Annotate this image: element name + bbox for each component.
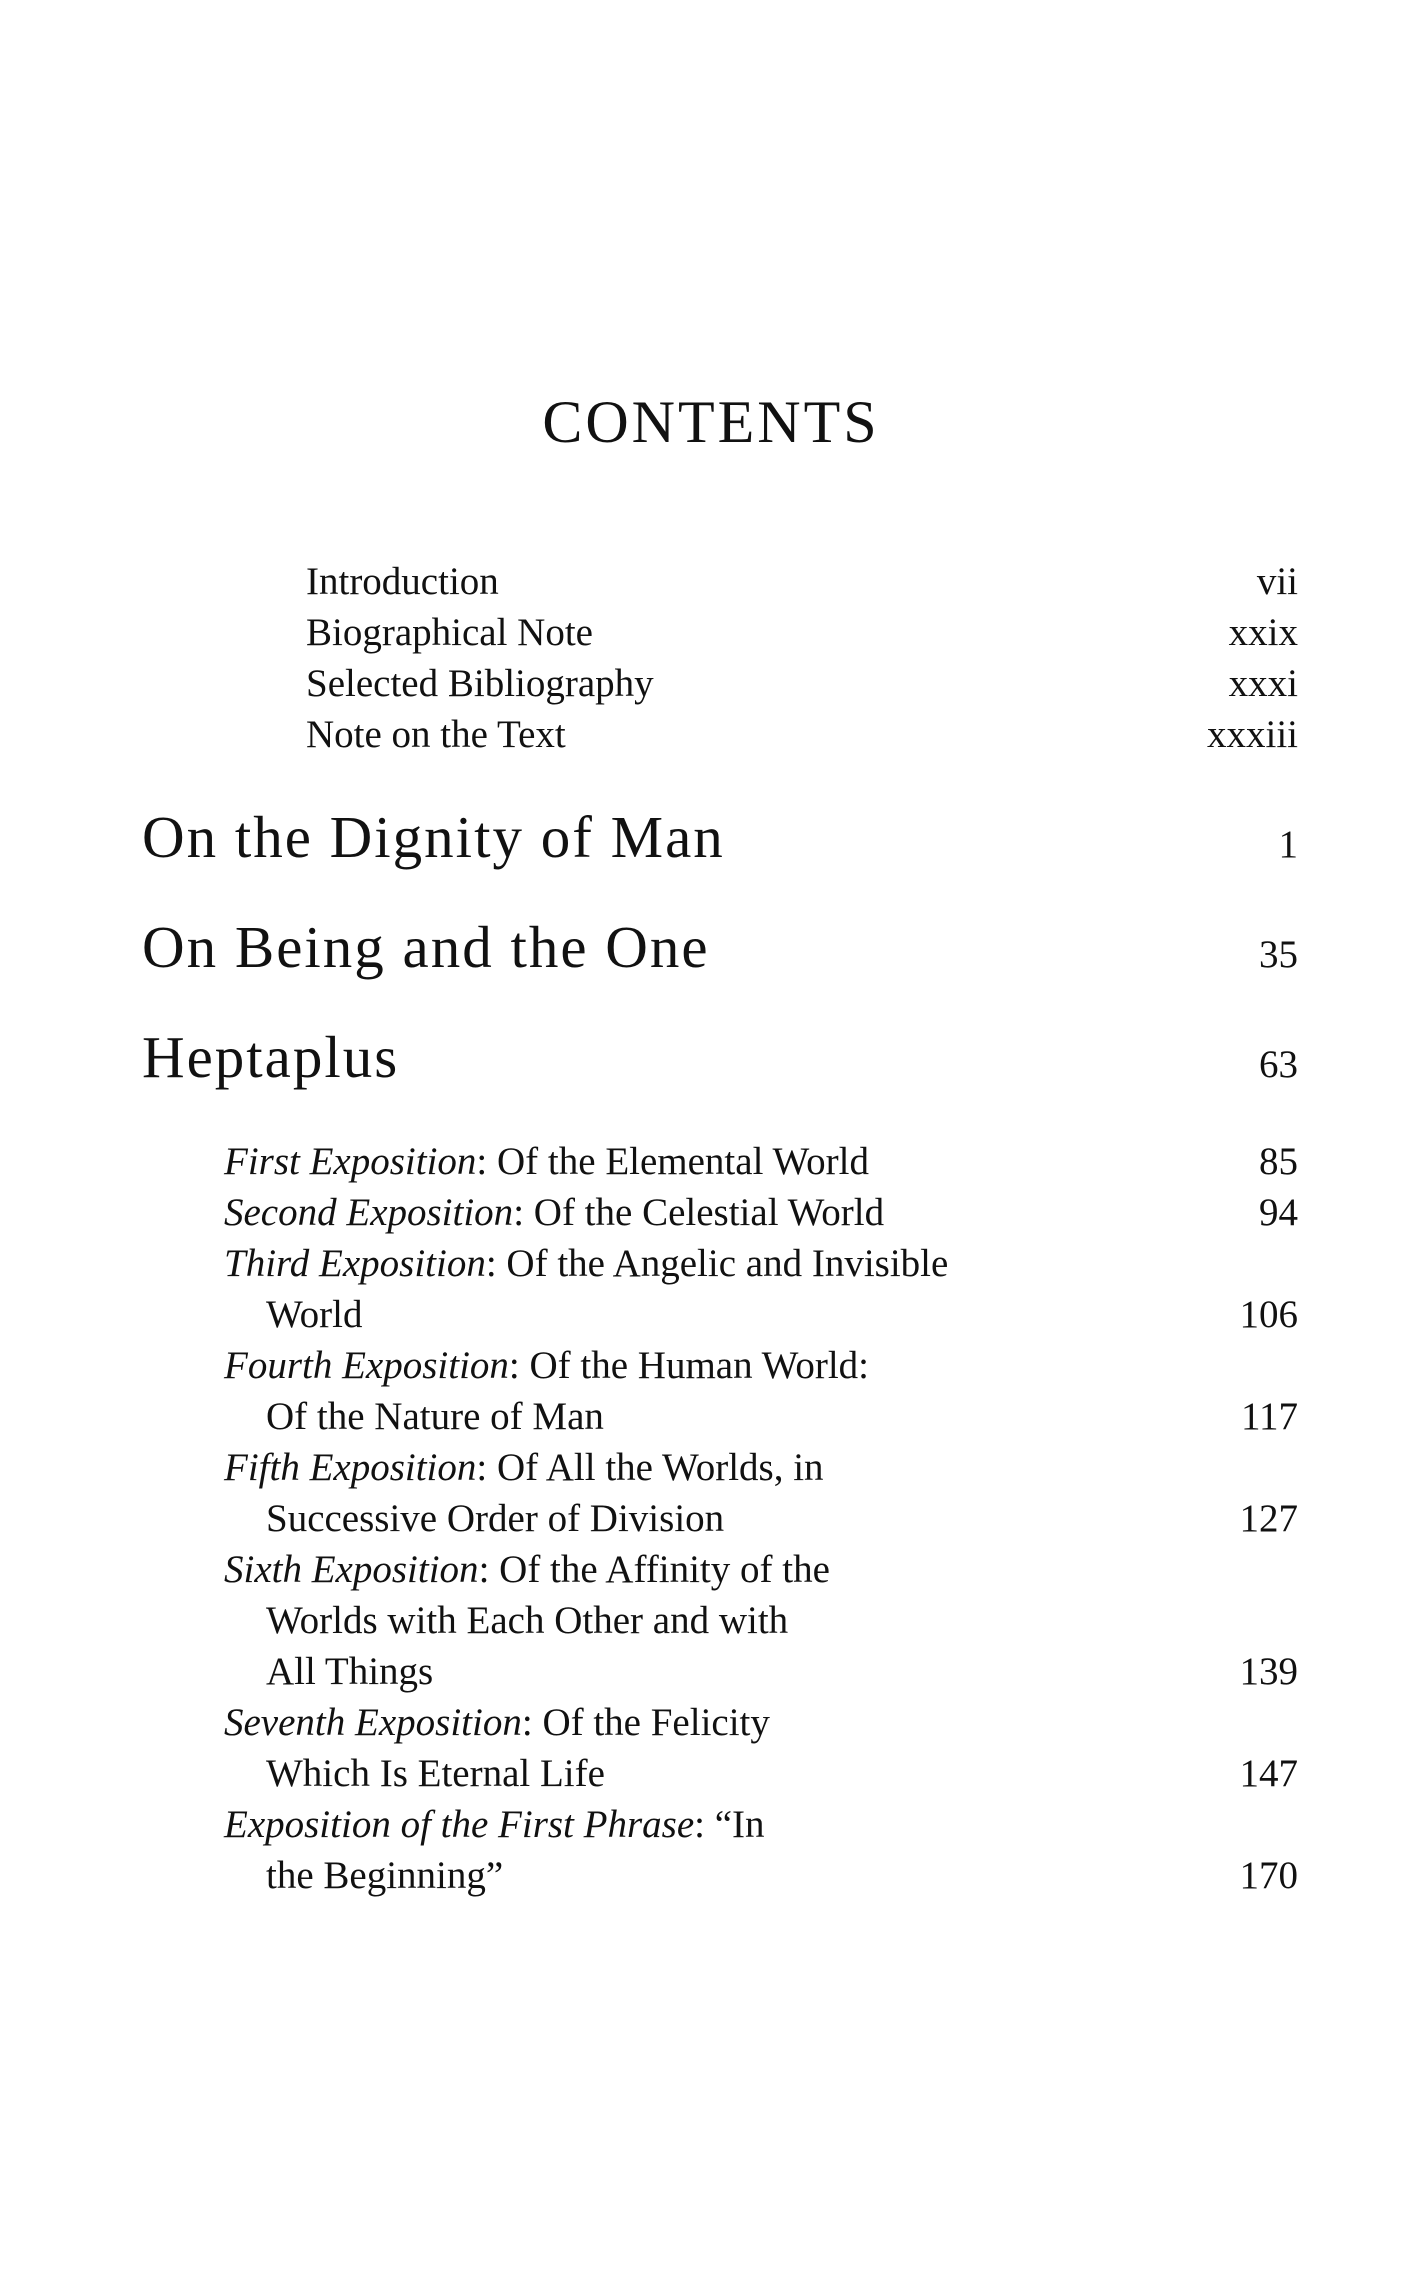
toc-entry-note-on-text[interactable] (306, 709, 1298, 760)
entry-page: vii (1256, 560, 1298, 603)
toc-entry-selected-bibliography[interactable] (306, 658, 1298, 709)
separator: : (508, 1344, 530, 1387)
toc-work-dignity-of-man[interactable] (142, 804, 1298, 870)
exposition-subtitle-cont: World (266, 1293, 363, 1336)
work-page: 1 (1278, 823, 1298, 866)
exposition-name: Exposition of the First Phrase (224, 1803, 695, 1846)
entry-page: 127 (1239, 1497, 1298, 1540)
toc-entry-first-exposition[interactable] (224, 1136, 1298, 1187)
toc-entry-sixth-exposition[interactable] (224, 1544, 1298, 1697)
toc-entry-fifth-exposition[interactable] (224, 1442, 1298, 1544)
exposition-subtitle: Of the Celestial World (533, 1191, 885, 1234)
entry-page: 170 (1239, 1854, 1298, 1897)
exposition-name: Fifth Exposition (224, 1446, 477, 1489)
entry-page: 139 (1239, 1650, 1298, 1693)
work-title: Heptaplus (142, 1024, 400, 1090)
separator: : (694, 1803, 715, 1846)
exposition-subtitle-cont: Successive Order of Division (266, 1497, 725, 1540)
exposition-name: Second Exposition (224, 1191, 514, 1234)
front-matter-list (306, 556, 1298, 760)
entry-page: 106 (1239, 1293, 1298, 1336)
exposition-subtitle: Of All the Worlds, in (497, 1446, 824, 1489)
entry-page: xxix (1228, 611, 1298, 654)
separator: : (476, 1446, 497, 1489)
page-title: CONTENTS (542, 389, 880, 455)
toc-work-heptaplus[interactable] (142, 1024, 1298, 1090)
exposition-subtitle-cont: the Beginning” (266, 1854, 504, 1897)
entry-page: 117 (1240, 1395, 1298, 1438)
toc-entry-introduction[interactable] (306, 556, 1298, 607)
toc-entry-biographical-note[interactable] (306, 607, 1298, 658)
work-title: On the Dignity of Man (142, 804, 725, 870)
entry-page: xxxiii (1206, 713, 1298, 756)
exposition-subtitle-cont: All Things (266, 1650, 434, 1693)
exposition-name: Fourth Exposition (224, 1344, 509, 1387)
exposition-name: First Exposition (224, 1140, 477, 1183)
entry-label: Note on the Text (306, 713, 566, 756)
toc-entry-seventh-exposition[interactable] (224, 1697, 1298, 1799)
toc-entry-third-exposition[interactable] (224, 1238, 1298, 1340)
separator: : (476, 1140, 498, 1183)
entry-page: xxxi (1228, 662, 1298, 705)
entry-label: Biographical Note (306, 611, 593, 654)
work-page: 63 (1259, 1043, 1298, 1086)
exposition-name: Third Exposition (224, 1242, 486, 1285)
work-title: On Being and the One (142, 914, 710, 980)
exposition-subtitle: Of the Elemental World (497, 1140, 869, 1183)
exposition-name: Seventh Exposition (224, 1701, 522, 1744)
entry-label: Selected Bibliography (306, 662, 654, 705)
toc-entry-second-exposition[interactable] (224, 1187, 1298, 1238)
separator: : (485, 1242, 507, 1285)
toc-entry-fourth-exposition[interactable] (224, 1340, 1298, 1442)
exposition-name: Sixth Exposition (224, 1548, 479, 1591)
work-page: 35 (1259, 933, 1298, 976)
exposition-subtitle: “In (714, 1803, 765, 1846)
exposition-subtitle-cont: Of the Nature of Man (266, 1395, 604, 1438)
toc-entry-first-phrase-exposition[interactable] (224, 1799, 1298, 1901)
entry-label: Introduction (306, 560, 499, 603)
toc-work-being-and-one[interactable] (142, 914, 1298, 980)
entry-page: 147 (1239, 1752, 1298, 1795)
separator: : (513, 1191, 534, 1234)
exposition-subtitle: Of the Angelic and Invisible (506, 1242, 949, 1285)
exposition-subtitle: Of the Felicity (542, 1701, 770, 1744)
separator: : (478, 1548, 500, 1591)
exposition-subtitle-cont: Worlds with Each Other and with (266, 1599, 789, 1642)
exposition-subtitle: Of the Affinity of the (499, 1548, 830, 1591)
heptaplus-expositions-list (224, 1136, 1298, 1901)
entry-page: 85 (1259, 1140, 1298, 1183)
exposition-subtitle-cont: Which Is Eternal Life (266, 1752, 605, 1795)
exposition-subtitle: Of the Human World: (529, 1344, 869, 1387)
entry-page: 94 (1259, 1191, 1298, 1234)
separator: : (521, 1701, 543, 1744)
